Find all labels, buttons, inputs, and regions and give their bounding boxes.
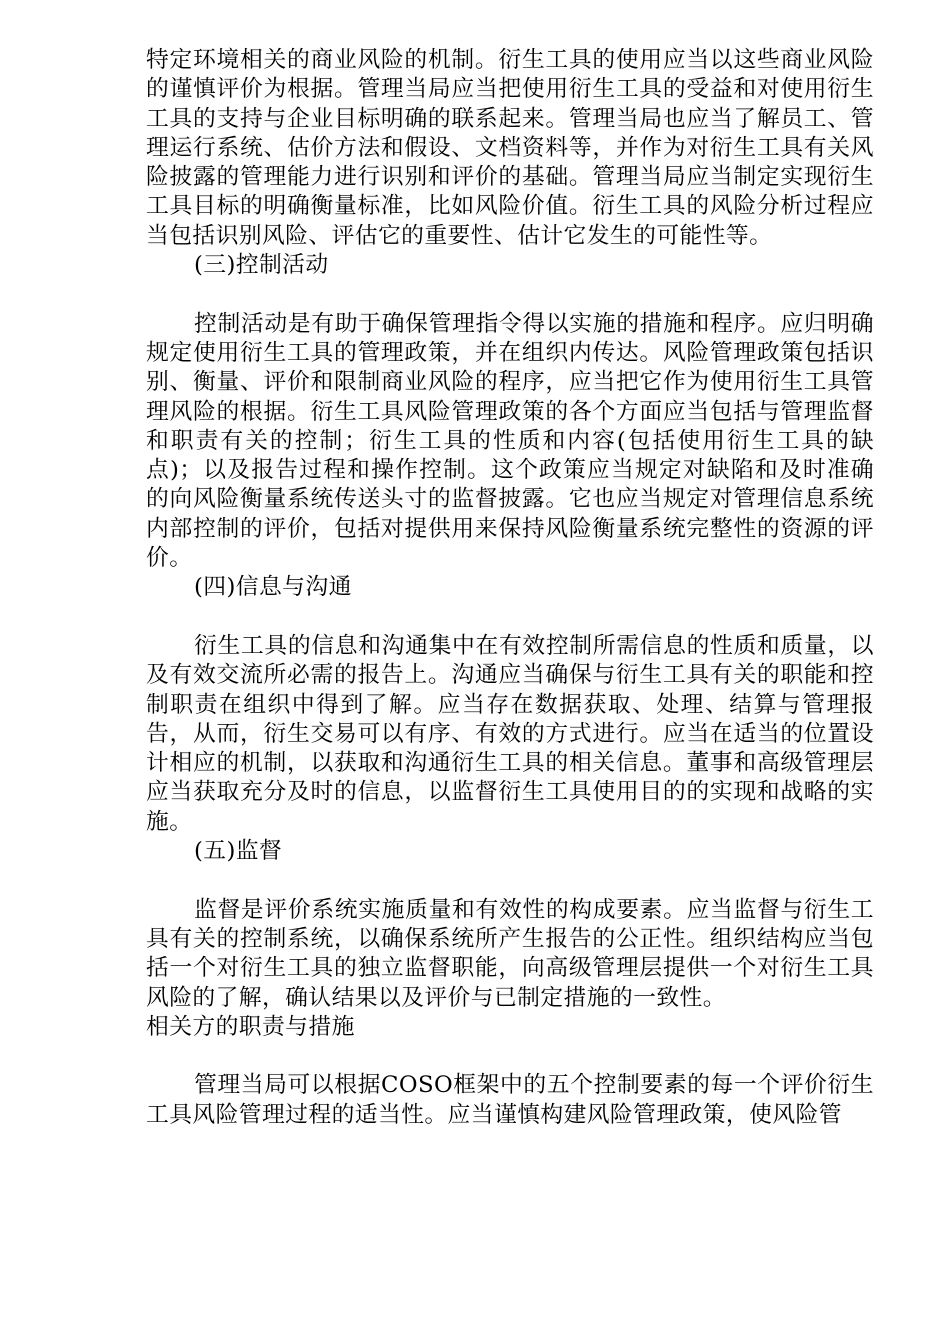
heading-information-communication: (四)信息与沟通 [194, 574, 352, 601]
document-body [146, 46, 874, 1130]
paragraph-risk-assessment-continued: 特定环境相关的商业风险的机制。衍生工具的使用应当以这些商业风险的谨慎评价为根据。管理当局应当把使用衍生工具的受益和对使用衍生工具的支持与企业目标明确的联系起来。管理当局也应当了解员工、管理运行系统、估价方法和假设、文档资料等，并作为对衍生工具有关风险披露的管理能力进行识别和评价的基础。管理当局应当制定实现衍生工具目标的明确衡量标准，比如风险价值。衍生工具的风险分析过程应当包括识别风险、评估它的重要性、估计它发生的可能性等。 [146, 47, 874, 249]
section-title-responsibilities: 相关方的职责与措施 [146, 1013, 355, 1040]
paragraph-control-activities: 控制活动是有助于确保管理指令得以实施的措施和程序。应归明确规定使用衍生工具的管理政策，并在组织内传达。风险管理政策包括识别、衡量、评价和限制商业风险的程序，应当把它作为使用衍生工具管理风险的根据。衍生工具风险管理政策的各个方面应当包括与管理监督和职责有关的控制；衍生工具的性质和内容(包括使用衍生工具的缺点)；以及报告过程和操作控制。这个政策应当规定对缺陷和及时准确的向风险衡量系统传送头寸的监督披露。它也应当规定对管理信息系统内部控制的评价，包括对提供用来保持风险衡量系统完整性的资源的评价。 [146, 310, 874, 572]
paragraph-information-communication: 衍生工具的信息和沟通集中在有效控制所需信息的性质和质量，以及有效交流所必需的报告上。沟通应当确保与衍生工具有关的职能和控制职责在组织中得到了解。应当存在数据获取、处理、结算与管理报告，从而，衍生交易可以有序、有效的方式进行。应当在适当的位置设计相应的机制，以获取和沟通衍生工具的相关信息。董事和高级管理层应当获取充分及时的信息，以监督衍生工具使用目的的实现和战略的实施。 [146, 632, 874, 835]
paragraph-management-evaluation: 管理当局可以根据COSO框架中的五个控制要素的每一个评价衍生工具风险管理过程的适当性。应当谨慎构建风险管理政策，使风险管 [146, 1072, 874, 1128]
paragraph-monitoring: 监督是评价系统实施质量和有效性的构成要素。应当监督与衍生工具有关的控制系统，以确保系统所产生报告的公正性。组织结构应当包括一个对衍生工具的独立监督职能，向高级管理层提供一个对衍生工具风险的了解，确认结果以及评价与已制定措施的一致性。 [146, 896, 874, 1011]
heading-control-activities: (三)控制活动 [194, 252, 329, 279]
heading-monitoring: (五)监督 [194, 838, 283, 865]
